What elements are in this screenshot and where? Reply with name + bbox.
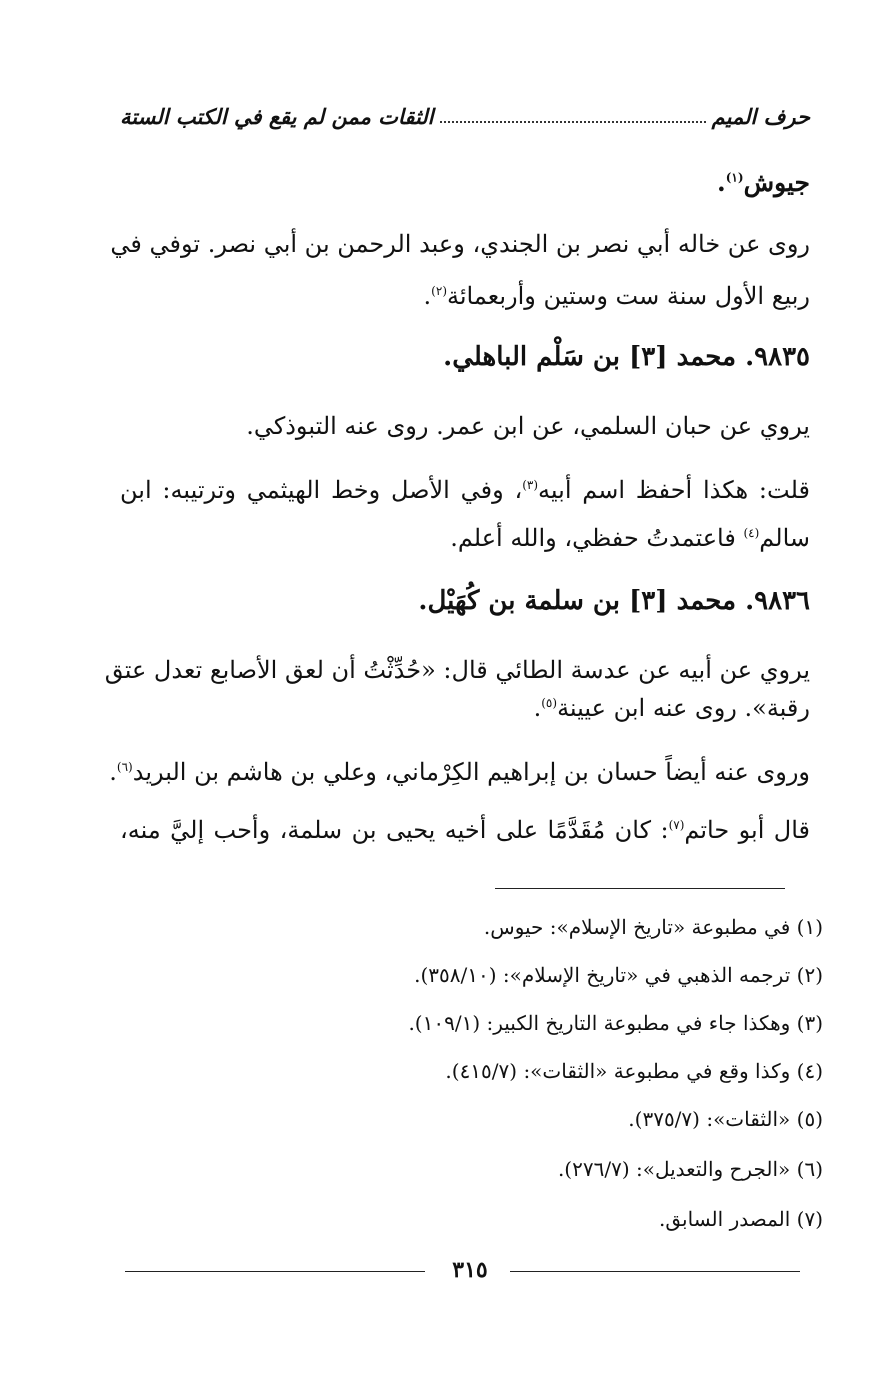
footnote-ref: (٦) xyxy=(116,760,133,774)
footnote-7: (٧) المصدر السابق. xyxy=(659,1207,823,1231)
text-fragment: . xyxy=(423,282,432,310)
text-line-6 xyxy=(120,478,810,502)
footnote-5: (٥) «الثقات»: (٣٧٥/٧). xyxy=(628,1107,823,1131)
footnote-ref: (٤) xyxy=(743,526,760,540)
text-fragment: . xyxy=(109,758,117,786)
text-line-3 xyxy=(424,284,810,308)
text-fragment: . xyxy=(533,694,542,722)
footnote-2: (٢) ترجمه الذهبي في «تاريخ الإسلام»: (٣٥٨/١٠). xyxy=(414,963,823,987)
text-line-1 xyxy=(717,170,810,195)
text-line-2: روى عن خاله أبي نصر بن الجندي، وعبد الرحمن بن أبي نصر. توفي في xyxy=(110,230,810,258)
text-fragment: وروى عنه أيضاً حسان بن إبراهيم الكِرْماني، وعلي بن هاشم بن البريد xyxy=(132,758,810,786)
footnote-1: (١) في مطبوعة «تاريخ الإسلام»: حيوس. xyxy=(483,915,823,939)
text-line-12 xyxy=(120,818,810,842)
footnote-ref: (١) xyxy=(725,170,744,185)
text-fragment: قال أبو حاتم xyxy=(684,816,810,844)
footnote-ref: (٣) xyxy=(522,478,539,492)
header-chapter: حرف الميم xyxy=(711,103,810,129)
footnote-ref: (٧) xyxy=(668,818,685,832)
text-fragment: فاعتمدتُ حفظي، والله أعلم. xyxy=(450,524,744,552)
header-dot-leader xyxy=(440,121,706,123)
footnote-ref: (٢) xyxy=(431,284,447,298)
page-rule-right xyxy=(510,1271,800,1272)
text-fragment: . xyxy=(717,168,726,197)
entry-title: محمد [٣] بن سلمة بن كُهَيْل. xyxy=(418,586,737,616)
entry-title: محمد [٣] بن سَلْم الباهلي. xyxy=(443,342,737,372)
text-fragment: ربيع الأول سنة ست وستين وأربعمائة xyxy=(447,282,810,310)
footnote-4: (٤) وكذا وقع في مطبوعة «الثقات»: (٤١٥/٧). xyxy=(445,1059,823,1083)
text-fragment: رقبة». روى عنه ابن عيينة xyxy=(557,694,810,722)
running-header xyxy=(120,96,810,136)
text-fragment: جيوش xyxy=(743,168,810,197)
entry-heading-9835 xyxy=(443,344,810,370)
entry-number: ٩٨٣٦. xyxy=(745,586,810,616)
footnote-separator xyxy=(495,888,785,889)
text-fragment: : كان مُقَدَّمًا على أخيه يحيى بن سلمة، وأحب إليَّ منه، xyxy=(120,816,669,844)
text-fragment: سالم xyxy=(759,524,810,552)
page-number: ٣١٥ xyxy=(452,1257,488,1283)
text-line-9: يروي عن أبيه عن عدسة الطائي قال: «حُدِّثْتُ أن لعق الأصابع تعدل عتق xyxy=(104,656,810,684)
text-line-10 xyxy=(534,696,810,720)
text-fragment: ، وفي الأصل وخط الهيثمي وترتيبه: ابن xyxy=(120,476,523,504)
text-line-5: يروي عن حبان السلمي، عن ابن عمر. روى عنه التبوذكي. xyxy=(246,412,810,440)
text-line-11 xyxy=(109,760,810,784)
entry-number: ٩٨٣٥. xyxy=(745,342,810,372)
text-fragment: قلت: هكذا أحفظ اسم أبيه xyxy=(538,476,810,504)
footnote-ref: (٥) xyxy=(541,696,558,710)
footnote-6: (٦) «الجرح والتعديل»: (٢٧٦/٧). xyxy=(557,1157,823,1181)
page-rule-left xyxy=(125,1271,425,1272)
header-book-title: الثقات ممن لم يقع في الكتب الستة xyxy=(120,103,434,129)
text-line-7 xyxy=(450,526,810,550)
footnote-3: (٣) وهكذا جاء في مطبوعة التاريخ الكبير: (١٠٩/١). xyxy=(408,1011,823,1035)
entry-heading-9836 xyxy=(418,588,810,614)
